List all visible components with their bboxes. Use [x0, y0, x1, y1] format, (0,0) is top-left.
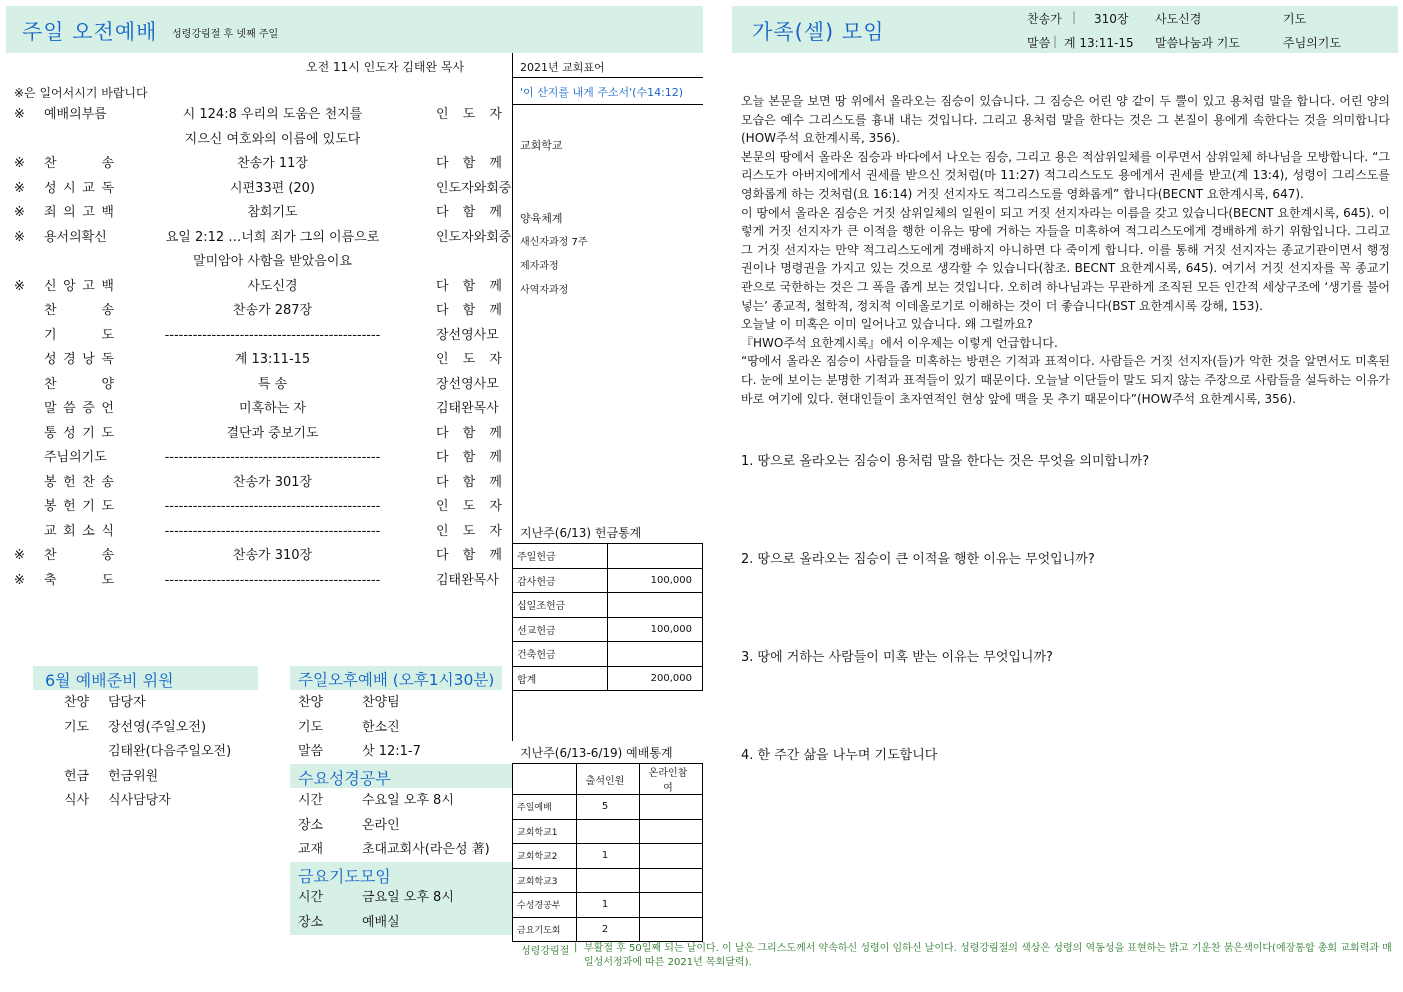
order-leader: 김태완목사 [436, 572, 499, 588]
attendance-online [640, 917, 703, 942]
wed-value: 수요일 오후 8시 [362, 793, 454, 808]
order-row [0, 324, 510, 348]
school-label: 교회학교 [520, 139, 563, 152]
wed-header [290, 764, 512, 788]
prep-person: 김태완(다음주일오전) [108, 744, 232, 759]
cell-info-sep: | [1053, 34, 1058, 48]
cell-info-prayer: 기도 [1283, 12, 1307, 26]
study-text [741, 92, 1390, 408]
prep-row [64, 765, 158, 789]
afternoon-value: 찬양팀 [362, 695, 400, 710]
order-name: 주님의기도 [44, 450, 107, 465]
prep-role: 식사 [64, 793, 90, 808]
attendance-count [577, 819, 640, 844]
right-header-title: 가족(셀) 모임 [752, 20, 885, 44]
prep-person: 담당자 [108, 695, 146, 710]
order-content: 시편33편 (20) [229, 180, 316, 196]
offering-title: 지난주(6/13) 헌금통계 [520, 526, 642, 540]
footer-sep: | [574, 942, 578, 953]
motto-text: '이 산지를 내게 주소서'(수14:12) [520, 86, 684, 99]
attendance-online [640, 795, 703, 820]
order-row [0, 299, 510, 323]
attendance-online [640, 868, 703, 893]
cell-info-hymn: 310장 [1094, 12, 1129, 26]
order-name: 예배의부름 [44, 107, 107, 122]
order-name: 용서의확신 [44, 229, 107, 245]
question: 4. 한 주간 삶을 나누며 기도합니다 [741, 748, 938, 763]
cell-info-creed: 사도신경 [1155, 12, 1202, 26]
fri-key: 시간 [298, 890, 324, 905]
fri-value: 금요일 오후 8시 [362, 890, 454, 905]
prep-role: 기도 [64, 719, 90, 735]
order-name: 통 성 기 도 [44, 425, 114, 441]
prep-row [64, 740, 231, 764]
prep-person: 헌금위원 [108, 768, 159, 784]
offering-row [513, 666, 703, 691]
wed-key: 장소 [298, 817, 324, 833]
order-leader: 인 도 자 [436, 523, 502, 539]
offering-amount [608, 642, 703, 667]
attendance-header: 출석인원 [577, 764, 640, 795]
order-row [0, 128, 510, 152]
offering-amount [608, 544, 703, 569]
attendance-count: 1 [577, 893, 640, 918]
left-header [6, 6, 703, 53]
order-leader: 다 함 께 [436, 450, 502, 465]
order-leader: 인도자와회중 [436, 229, 512, 245]
attendance-count [577, 868, 640, 893]
attendance-label: 교회학교2 [513, 844, 577, 869]
attendance-row [513, 844, 703, 869]
order-name: 봉 헌 기 도 [44, 499, 114, 514]
order-row [0, 397, 510, 421]
order-row [0, 152, 510, 176]
cell-info-word-label: 말씀 [1027, 36, 1051, 50]
order-name: 교 회 소 식 [44, 523, 114, 539]
offering-row [513, 617, 703, 642]
order-leader: 다 함 께 [436, 278, 502, 294]
offering-amount: 200,000 [608, 666, 703, 691]
attendance-header: 온라인참여 [640, 764, 703, 795]
order-mark: ※ [14, 156, 25, 171]
order-row [0, 201, 510, 225]
prep-title: 6월 예배준비 위원 [45, 671, 174, 690]
order-content: 찬송가 310장 [232, 548, 313, 563]
order-mark: ※ [14, 180, 25, 196]
fri-row [298, 886, 454, 910]
attendance-count: 5 [577, 795, 640, 820]
attendance-online [640, 893, 703, 918]
order-leader: 김태완목사 [436, 401, 499, 416]
order-leader: 장선영사모 [436, 327, 499, 343]
attendance-row [513, 868, 703, 893]
offering-amount: 100,000 [608, 617, 703, 642]
afternoon-value: 삿 12:1-7 [362, 744, 421, 759]
afternoon-header [290, 666, 502, 690]
order-leader: 다 함 께 [436, 205, 502, 220]
order-row [0, 495, 510, 519]
motto-label: 2021년 교회표어 [520, 61, 605, 74]
attendance-online [640, 844, 703, 869]
order-content: 말미암아 사함을 받았음이요 [193, 254, 352, 269]
order-leader: 인 도 자 [436, 352, 502, 367]
offering-label: 합계 [513, 666, 608, 691]
attendance-row [513, 795, 703, 820]
order-row [0, 177, 510, 201]
wed-row [298, 838, 490, 862]
service-time: 오전 11시 인도자 김태완 목사 [306, 60, 465, 74]
attendance-row [513, 819, 703, 844]
afternoon-value: 한소진 [362, 719, 400, 735]
footer-label: 성령강림절 [521, 946, 570, 957]
order-name: 신 앙 고 백 [44, 278, 114, 294]
prep-row [64, 691, 146, 715]
prep-person: 식사담당자 [108, 793, 171, 808]
prep-row [64, 716, 206, 740]
afternoon-key: 기도 [298, 719, 324, 735]
wed-key: 교재 [298, 842, 324, 857]
wed-title: 수요성경공부 [298, 769, 391, 788]
order-row [0, 471, 510, 495]
left-header-title: 주일 오전예배 [22, 20, 158, 44]
order-content: 결단과 중보기도 [226, 425, 319, 441]
order-content: 사도신경 [247, 278, 298, 294]
order-mark: ※ [14, 107, 25, 122]
order-content: ---------------------------------------------- [164, 327, 381, 343]
order-content: 미혹하는 자 [239, 401, 306, 416]
order-content: ---------------------------------------------- [164, 572, 381, 588]
afternoon-key: 찬양 [298, 695, 324, 710]
order-row [0, 520, 510, 544]
order-content: 찬송가 301장 [232, 474, 313, 490]
wed-key: 시간 [298, 793, 324, 808]
attendance-count: 1 [577, 844, 640, 869]
order-content: ---------------------------------------------- [164, 499, 381, 514]
order-name: 축 도 [44, 572, 114, 588]
fri-row [298, 911, 400, 935]
offering-amount [608, 593, 703, 618]
order-name: 찬 송 [44, 548, 114, 563]
attendance-header [513, 764, 577, 795]
training-item: 새신자과정 7주 [520, 237, 588, 248]
order-row [0, 446, 510, 470]
order-name: 찬 송 [44, 156, 114, 171]
footer-text: 부활절 후 50일째 되는 날이다. 이 날은 그리스도께서 약속하신 성령이 임하신 날이다. 성령강림절의 색상은 성령의 역동성을 표현하는 밝고 기운찬 붉은색이다(예장통합 총회 교회력과 매일성서정과에 따른 2021년 목회달력). [584, 943, 1392, 968]
order-row [0, 544, 510, 568]
attendance-label: 교회학교1 [513, 819, 577, 844]
order-name: 찬 양 [44, 376, 114, 392]
attendance-label: 교회학교3 [513, 868, 577, 893]
offering-row [513, 642, 703, 667]
attendance-count: 2 [577, 917, 640, 942]
wed-value: 온라인 [362, 817, 400, 833]
order-content: ---------------------------------------------- [164, 450, 381, 465]
paragraph: 이 땅에서 올라온 짐승은 거짓 삼위일체의 일원이 되고 거짓 선지자라는 이름을 갖고 있습니다(BECNT 요한계시록, 645). 이렇게 거짓 선지자가 큰 이적을 행한 이유는 땅에 거하는 자들을 미혹하여 적그리스도에게 경배하게 하기 위함입니다. 그리고 그 거짓 선지자는 만약 적그리스도에게 경배하지 아니하면 다 죽이게 합니다. 이를 통해 거짓 선지자는 종교기관이면서 행정권이나 명령권을 가지고 있는 것으로 생각할 수 있습니다(참조. BECNT 요한계시록, 645). 여기서 거짓 선지자를 꼭 종교기관으로 국한하는 것은 그 폭을 좁게 보는 것입니다. 오히려 하나님과는 무관하게 조직된 모든 인간적 세상구조에 ‘생기를 불어넣는’ 종교적, 철학적, 정치적 이데올로기로 이해하는 것이 더 좋습니다(BST 요한계시록 강해, 153). [741, 205, 1390, 313]
attendance-label: 주일예배 [513, 795, 577, 820]
attendance-table [512, 763, 703, 942]
order-content: 시 124:8 우리의 도움은 천지를 [182, 107, 363, 122]
question: 1. 땅으로 올라오는 짐승이 용처럼 말을 한다는 것은 무엇을 의미합니까? [741, 454, 1150, 469]
offering-amount: 100,000 [608, 568, 703, 593]
offering-label: 감사헌금 [513, 568, 608, 593]
attendance-label: 금요기도회 [513, 917, 577, 942]
paragraph: 『HWO주석 요한계시록』에서 이우제는 이렇게 언급합니다. [741, 335, 1058, 350]
wed-row [298, 789, 454, 813]
paragraph: 본문의 땅에서 올라온 짐승과 바다에서 나오는 짐승, 그리고 용은 적삼위일체를 이루면서 삼위일체 하나님을 모방합니다. “그리스도가 아버지에게서 권세를 받으신 것처럼(마 11:27) 적그리스도도 용에게서 권세를 받고(계 13:4), 성령이 그리스도를 영화롭게 하는 것처럼(요 16:14) 거짓 선지자도 적그리스도를 영화롭게” 합니다(BECNT 요한계시록, 647). [741, 149, 1390, 201]
question: 2. 땅으로 올라오는 짐승이 큰 이적을 행한 이유는 무엇입니까? [741, 552, 1095, 567]
offering-label: 주일헌금 [513, 544, 608, 569]
order-leader: 다 함 께 [436, 303, 502, 318]
order-mark: ※ [14, 278, 25, 294]
wed-row [298, 814, 400, 838]
prep-row [64, 789, 171, 813]
offering-label: 십일조헌금 [513, 593, 608, 618]
worship-order [0, 103, 510, 593]
question: 3. 땅에 거하는 사람들이 미혹 받는 이유는 무엇입니까? [741, 650, 1053, 665]
paragraph: “땅에서 올라온 짐승이 사람들을 미혹하는 방편은 기적과 표적이다. 사람들은 거짓 선지자(들)가 악한 것을 알면서도 미혹된다. 눈에 보이는 분명한 기적과 표적들이 있기 때문이다. 오늘날 이단들이 말도 되지 않는 주장으로 사람들을 설득하는 이유가 바로 여기에 있다. 현대인들이 초자연적인 현상 앞에 맥을 못 추기 때문이다”(HOW주석 요한계시록, 356). [741, 354, 1390, 406]
fri-key: 장소 [298, 914, 324, 930]
order-name: 성 시 교 독 [44, 180, 114, 196]
order-row [0, 275, 510, 299]
prep-role: 찬양 [64, 695, 90, 710]
offering-row [513, 544, 703, 569]
order-name: 찬 송 [44, 303, 114, 318]
cell-info-passage: 계 13:11-15 [1064, 36, 1134, 50]
order-leader: 다 함 께 [436, 474, 502, 490]
order-row [0, 569, 510, 593]
order-name: 성 경 낭 독 [44, 352, 114, 367]
order-row [0, 250, 510, 274]
order-mark: ※ [14, 548, 25, 563]
fri-value: 예배실 [362, 914, 400, 930]
order-name: 봉 헌 찬 송 [44, 474, 114, 490]
paragraph: 오늘 본문을 보면 땅 위에서 올라오는 짐승이 있습니다. 그 짐승은 어린 양 같이 두 뿔이 있고 용처럼 말을 합니다. 어린 양의 모습은 예수 그리스도를 흉내 내는 것입니다. 그리고 용처럼 말을 한다는 것은 그 본질이 용에게 속한다는 것을 의미합니다(HOW주석 요한계시록, 356). [741, 94, 1390, 146]
order-content: 계 13:11-15 [234, 352, 311, 367]
order-name: 기 도 [44, 327, 114, 343]
offering-label: 건축헌금 [513, 642, 608, 667]
attendance-title: 지난주(6/13-6/19) 예배통계 [520, 746, 673, 760]
order-content: 참회기도 [247, 205, 298, 220]
order-row [0, 348, 510, 372]
attendance-row [513, 917, 703, 942]
order-row [0, 103, 510, 127]
order-name: 죄 의 고 백 [44, 205, 114, 220]
offering-table [512, 543, 703, 691]
order-mark: ※ [14, 205, 25, 220]
offering-row [513, 593, 703, 618]
attendance-online [640, 819, 703, 844]
order-leader: 인도자와회중 [436, 180, 512, 196]
prep-header [33, 666, 258, 690]
attendance-header-row [513, 764, 703, 795]
prep-person: 장선영(주일오전) [108, 719, 207, 735]
training-item: 사역자과정 [520, 285, 569, 296]
afternoon-row [298, 740, 421, 764]
training-label: 양육체계 [520, 212, 563, 225]
cell-info-hymn-label: 찬송가 [1027, 12, 1062, 26]
afternoon-row [298, 716, 400, 740]
order-leader: 다 함 께 [436, 425, 502, 441]
cell-info-sharing: 말씀나눔과 기도 [1155, 36, 1240, 50]
order-mark: ※ [14, 572, 25, 588]
left-header-subtitle: 성령강림절 후 넷째 주일 [172, 29, 279, 40]
wed-value: 초대교회사(라은성 著) [362, 842, 490, 857]
order-content: 특 송 [257, 376, 288, 392]
cell-info-lords-prayer: 주님의기도 [1283, 36, 1341, 50]
order-leader: 다 함 께 [436, 156, 502, 171]
prep-role: 헌금 [64, 768, 90, 784]
training-item: 제자과정 [520, 261, 559, 272]
offering-label: 선교헌금 [513, 617, 608, 642]
cell-info-sep: | [1072, 10, 1077, 24]
divider-line [512, 77, 703, 78]
order-leader: 인 도 자 [436, 499, 502, 514]
afternoon-row [298, 691, 400, 715]
attendance-row [513, 893, 703, 918]
order-content: 찬송가 11장 [237, 156, 308, 171]
stand-note: ※은 일어서시기 바랍니다 [14, 86, 148, 100]
offering-row [513, 568, 703, 593]
fri-title: 금요기도모임 [298, 867, 391, 886]
afternoon-key: 말씀 [298, 744, 324, 759]
order-name: 말 씀 증 언 [44, 401, 114, 416]
order-leader: 인 도 자 [436, 107, 502, 122]
order-leader: 장선영사모 [436, 376, 499, 392]
order-row [0, 226, 510, 250]
order-content: ---------------------------------------------- [164, 523, 381, 539]
afternoon-title: 주일오후예배 (오후1시30분) [298, 671, 495, 689]
order-content: 요일 2:12 …너희 죄가 그의 이름으로 [165, 229, 380, 245]
order-content: 지으신 여호와의 이름에 있도다 [184, 131, 361, 147]
order-row [0, 373, 510, 397]
order-leader: 다 함 께 [436, 548, 502, 563]
order-content: 찬송가 287장 [232, 303, 313, 318]
paragraph: 오늘날 이 미혹은 이미 일어나고 있습니다. 왜 그럴까요? [741, 317, 1033, 332]
order-mark: ※ [14, 229, 25, 245]
attendance-label: 수성경공부 [513, 893, 577, 918]
divider-line [512, 104, 703, 105]
order-row [0, 422, 510, 446]
